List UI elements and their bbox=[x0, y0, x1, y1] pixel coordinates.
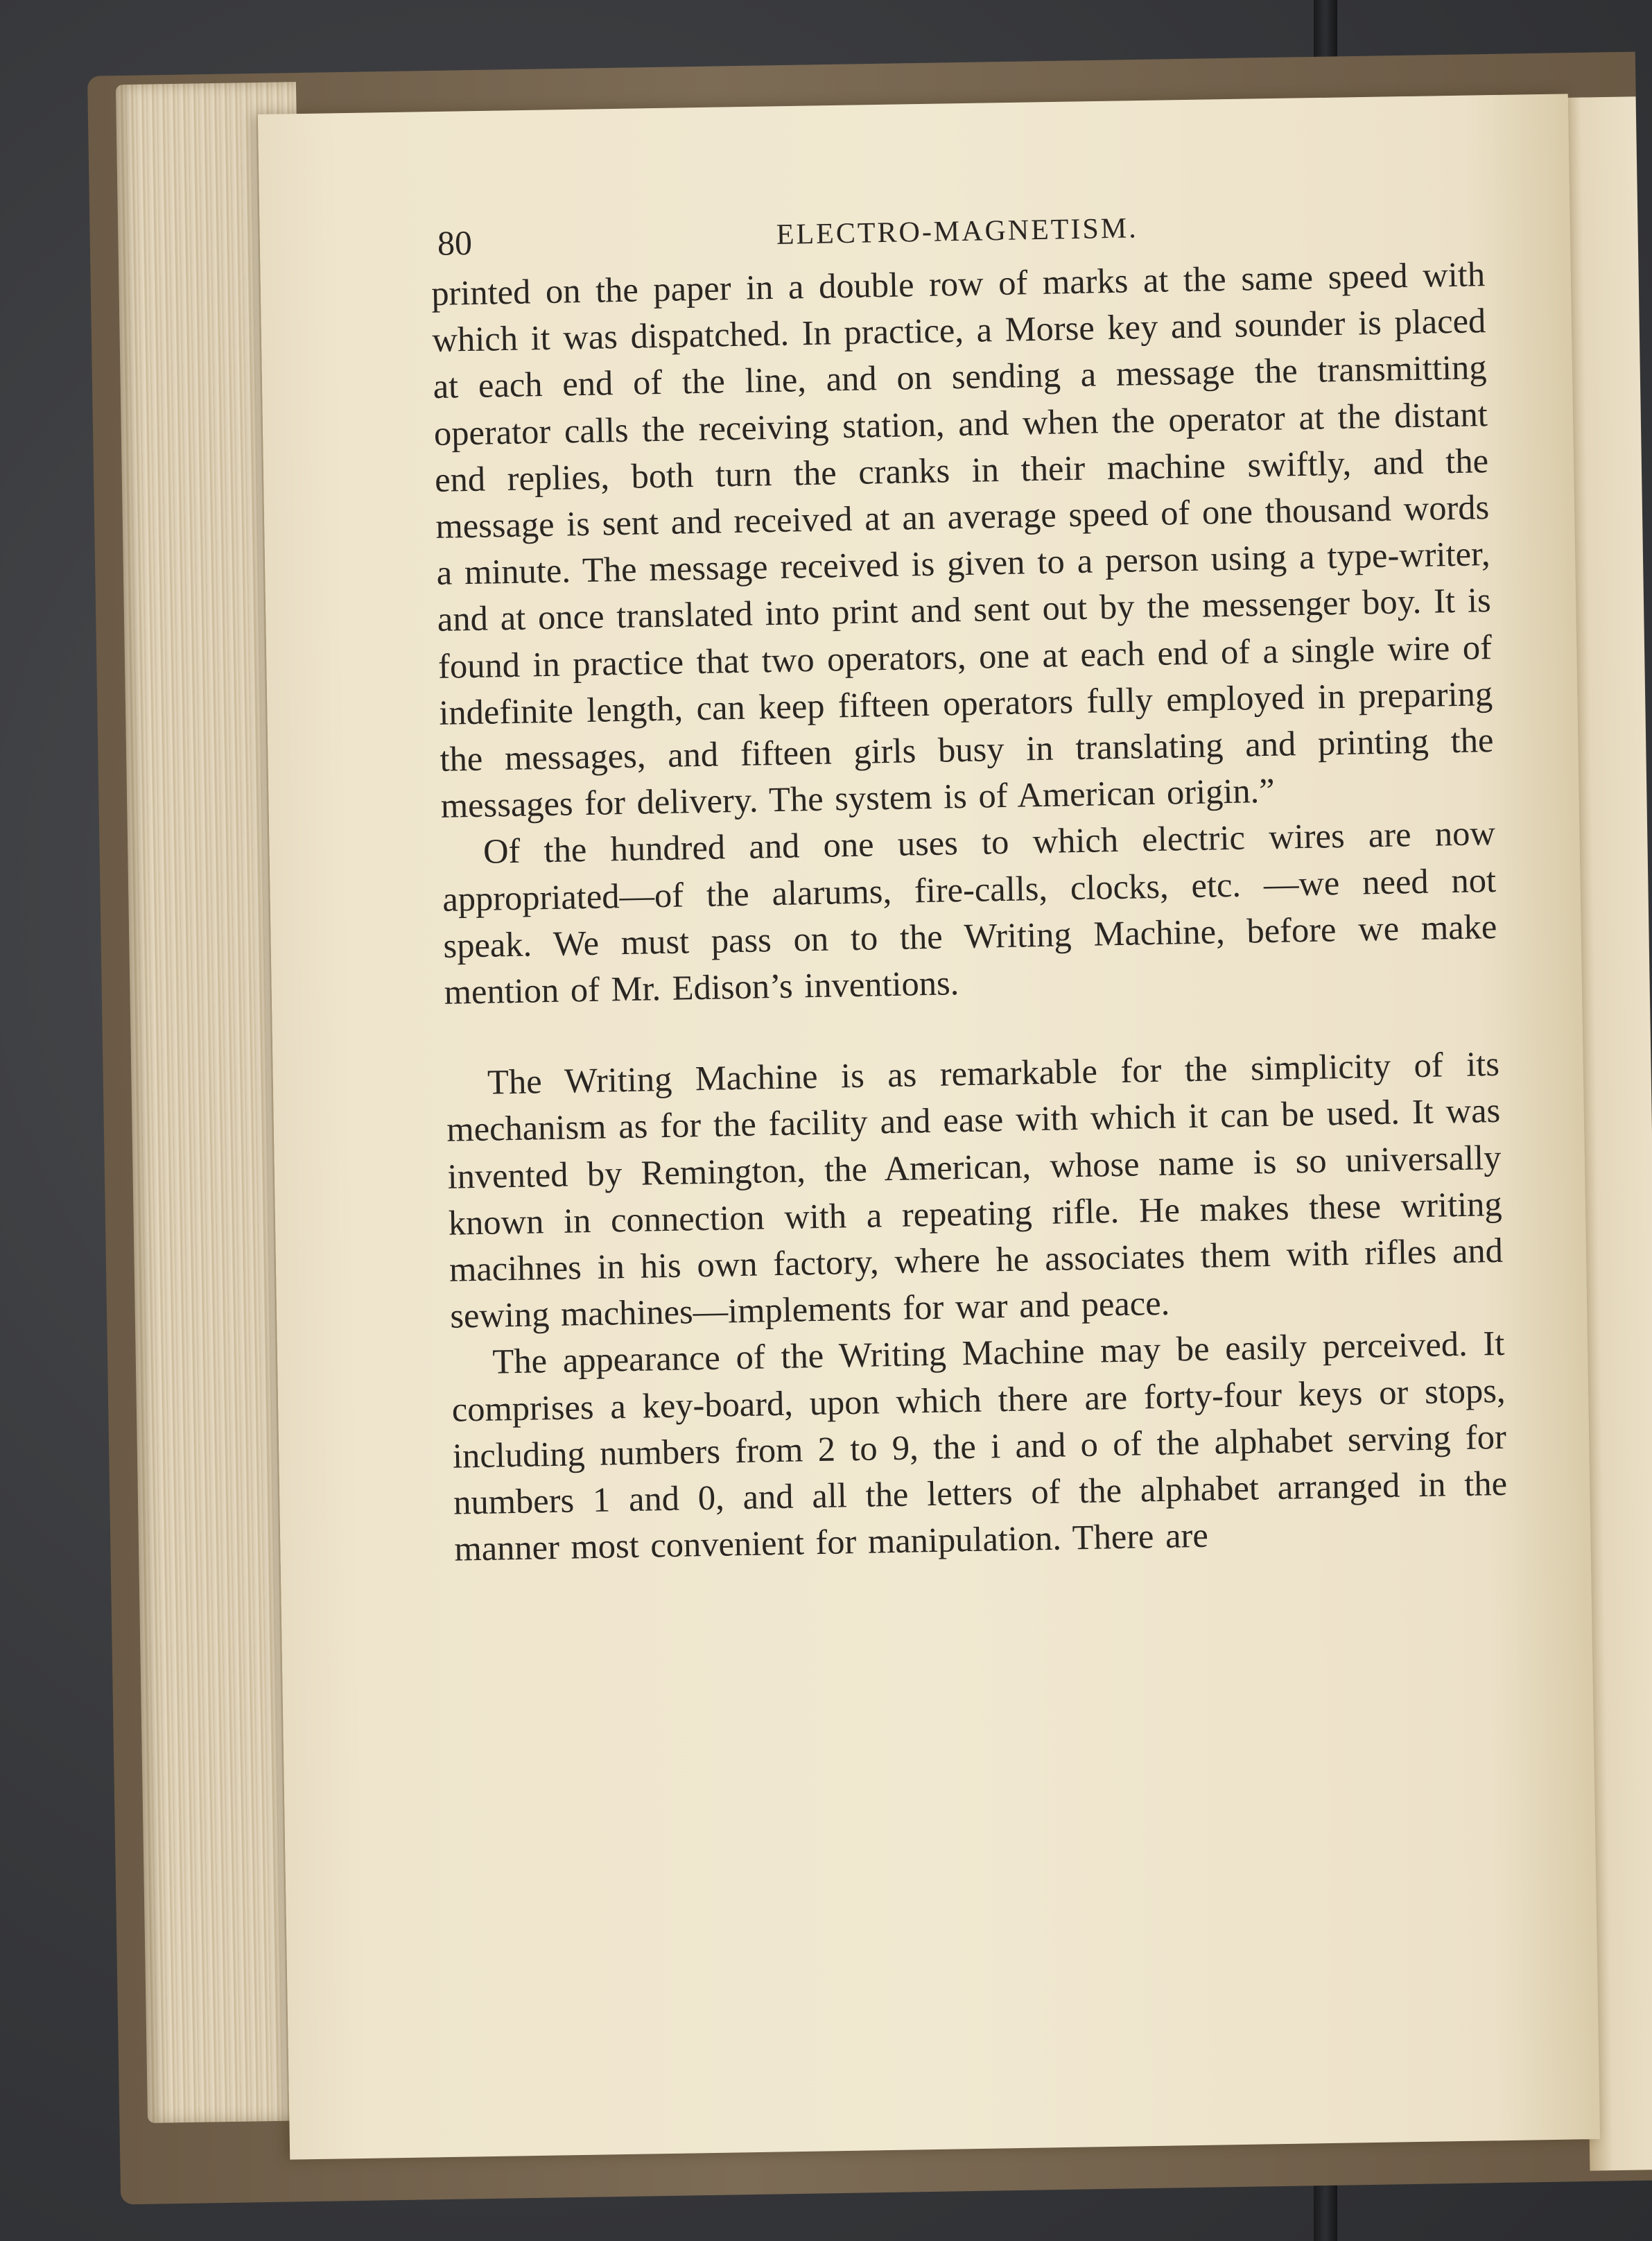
paragraph: The appearance of the Writing Machine may be easily perceived. It comprises a key-board, upon which there are forty-four keys or stops, including numbers from 2 to 9, the i and o of the alphabet serving for numbers 1 and 0, and all the letters of the alphabet arranged in the manner most convenient for manipulation. There are bbox=[451, 1324, 1508, 1568]
paragraph: Of the hundred and one uses to which electric wires are now appropriated—of the alarums, fire-calls, clocks, etc. —we need not speak. We must pass on to the Writing Machine, before we make mention of Mr. Edison’s inventions. bbox=[442, 813, 1497, 1012]
paragraph: The Writing Machine is as remarkable for the simplicity of its mechanism as for the facility and ease with which it can be used. It was invented by Remington, the American, whose name is so universally known in connection with a repeating rifle. He makes these writing macihnes in his own factory, where he associates them with rifles and sewing machines—implements for war and peace. bbox=[446, 1044, 1504, 1335]
page-number: 80 bbox=[437, 223, 473, 263]
page-content bbox=[430, 189, 1508, 1573]
running-title: ELECTRO-MAGNETISM. bbox=[776, 212, 1139, 251]
paragraph: printed on the paper in a double row of marks at the same speed with which it was dispatched. In practice, a Morse key and sounder is placed at each end of the line, and on sending a message the transmitting operator calls the receiving station, and when the operator at the distant end replies, both turn the cranks in their machine swiftly, and the message is sent and received at an average speed of one thousand words a minute. The message received is given to a person using a type-writer, and at once translated into print and sent out by the messenger boy. It is found in practice that two operators, one at each end of a single wire of indefinite length, can keep fifteen operators fully employed in preparing the messages, and fifteen girls busy in translating and printing the messages for delivery. The system is of American origin.” bbox=[431, 254, 1494, 826]
